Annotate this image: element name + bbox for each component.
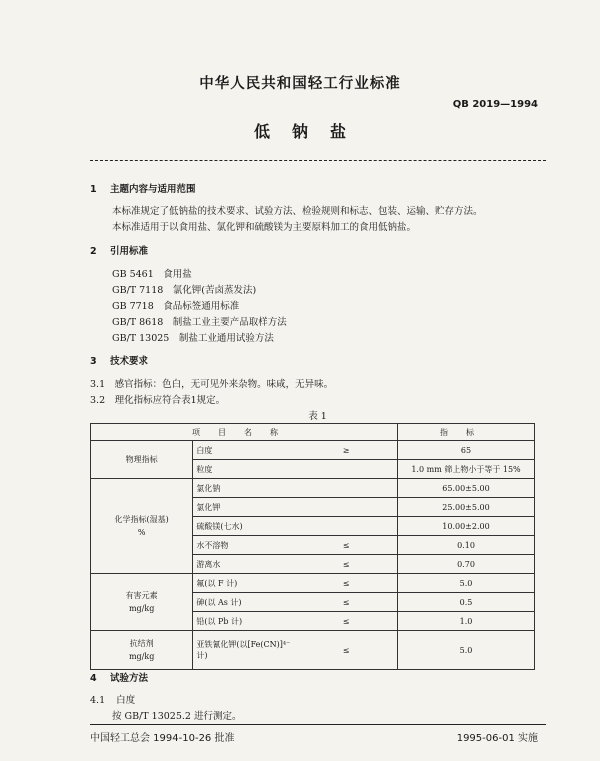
category-cell: 化学指标(湿基) %: [91, 479, 193, 574]
category-cell: 物理指标: [91, 441, 193, 479]
section-1-paragraph-1: 本标准规定了低钠盐的技术要求、试验方法、检验规则和标志、包装、运输、贮存方法。: [112, 206, 483, 217]
item-cell: 砷(以 As 计): [193, 593, 295, 612]
clause-3-1: 3.1 感官指标：色白，无可见外来杂物。味咸，无异味。: [90, 379, 334, 390]
operator-cell: [295, 517, 397, 536]
section-2-number: 2: [90, 246, 97, 257]
table-row: [91, 479, 535, 498]
item-cell: 粒度: [193, 460, 295, 479]
category-cell: 抗结剂 mg/kg: [91, 631, 193, 670]
section-1-paragraph-2: 本标准适用于以食用盐、氯化钾和硫酸镁为主要原料加工的食用低钠盐。: [112, 222, 417, 233]
section-2-heading: [90, 243, 148, 257]
spec-table: [90, 423, 535, 670]
value-cell: 0.5: [398, 593, 535, 612]
item-cell: 氯化钾: [193, 498, 295, 517]
operator-cell: [295, 479, 397, 498]
reference-item: GB 5461 食用盐: [112, 269, 192, 280]
value-cell: 5.0: [398, 631, 535, 670]
item-cell: 氟(以 F 计): [193, 574, 295, 593]
header-item-name: 项目名称: [91, 424, 398, 441]
section-1-title: 主题内容与适用范围: [109, 184, 196, 195]
operator-cell: ≤: [295, 536, 397, 555]
section-2-title: 引用标准: [109, 246, 148, 257]
item-cell: 铅(以 Pb 计): [193, 612, 295, 631]
value-cell: 10.00±2.00: [398, 517, 535, 536]
operator-cell: ≤: [295, 555, 397, 574]
operator-cell: ≤: [295, 593, 397, 612]
table-header-row: [91, 424, 535, 441]
reference-item: GB/T 8618 制盐工业主要产品取样方法: [112, 317, 287, 328]
operator-cell: [295, 498, 397, 517]
category-cell: 有害元素 mg/kg: [91, 574, 193, 631]
table-caption: 表 1: [308, 411, 327, 422]
value-cell: 25.00±5.00: [398, 498, 535, 517]
operator-cell: ≤: [295, 631, 397, 670]
value-cell: 65: [398, 441, 535, 460]
section-3-title: 技术要求: [109, 356, 148, 367]
value-cell: 1.0: [398, 612, 535, 631]
clause-3-2: 3.2 理化指标应符合表1规定。: [90, 395, 226, 406]
table-row: [91, 631, 535, 670]
operator-cell: [295, 460, 397, 479]
operator-cell: ≥: [295, 441, 397, 460]
section-4-number: 4: [90, 673, 97, 684]
clause-4-1: [90, 692, 135, 706]
item-cell: 亚铁氰化钾(以[Fe(CN)]⁴⁻计): [193, 631, 295, 670]
value-cell: 65.00±5.00: [398, 479, 535, 498]
clause-4-1-title: 白度: [116, 695, 136, 706]
item-cell: 硫酸镁(七水): [193, 517, 295, 536]
value-cell: 5.0: [398, 574, 535, 593]
section-3-heading: [90, 353, 148, 367]
value-cell: 0.70: [398, 555, 535, 574]
value-cell: 1.0 mm 筛上物小于等于 15%: [398, 460, 535, 479]
header-value: 指标: [398, 424, 535, 441]
item-cell: 氯化钠: [193, 479, 295, 498]
header-divider: [90, 160, 546, 161]
table-row: [91, 574, 535, 593]
value-cell: 0.10: [398, 536, 535, 555]
item-cell: 白度: [193, 441, 295, 460]
approval-date: 中国轻工总会 1994-10-26 批准: [90, 733, 235, 744]
reference-item: GB/T 7118 氯化钾(苦卤蒸发法): [112, 285, 257, 296]
operator-cell: ≤: [295, 574, 397, 593]
section-4-heading: [90, 670, 148, 684]
table-row: [91, 441, 535, 460]
footer-divider: [90, 724, 546, 725]
implementation-date: 1995-06-01 实施: [456, 733, 538, 744]
standard-title: 中华人民共和国轻工行业标准: [199, 76, 401, 92]
section-3-number: 3: [90, 356, 97, 367]
reference-item: GB/T 13025 制盐工业通用试验方法: [112, 333, 274, 344]
reference-item: GB 7718 食品标签通用标准: [112, 301, 240, 312]
section-1-heading: [90, 181, 195, 195]
item-cell: 水不溶物: [193, 536, 295, 555]
clause-4-1-number: 4.1: [90, 695, 106, 706]
standard-code: QB 2019—1994: [452, 99, 538, 110]
section-1-number: 1: [90, 184, 97, 195]
section-4-title: 试验方法: [109, 673, 148, 684]
clause-4-1-text: 按 GB/T 13025.2 进行测定。: [112, 711, 242, 722]
document-title: 低钠盐: [253, 122, 368, 141]
operator-cell: ≤: [295, 612, 397, 631]
item-cell: 游离水: [193, 555, 295, 574]
